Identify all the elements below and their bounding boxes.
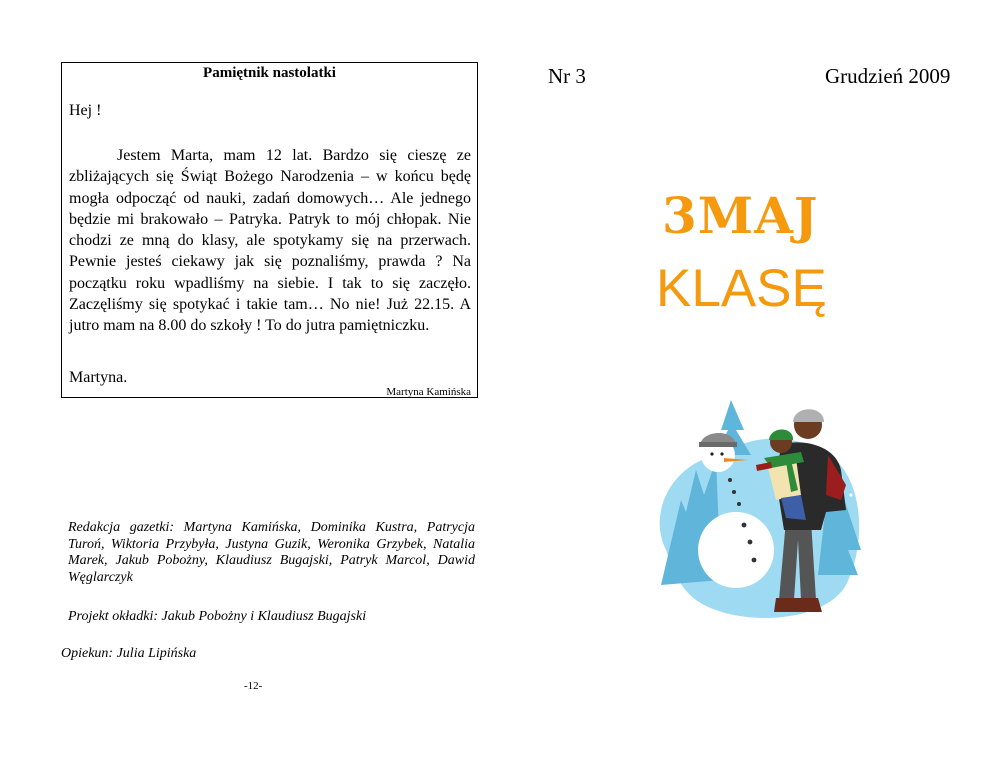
snowman-body: [698, 512, 774, 588]
diary-box: [61, 62, 478, 398]
page-number: -12-: [244, 680, 263, 692]
editors-credits: Redakcja gazetki: Martyna Kamińska, Dominika Kustra, Patrycja Turoń, Wiktoria Przybyła, Justyna Guzik, Weronika Grzybek, Natalia Marek, Jakub Pobożny, Klaudiusz Bugajski, Patryk Marcol, Dawid Węglarczyk: [68, 520, 475, 585]
logo-title-top: 3MAJ: [662, 186, 819, 245]
snowman-family-clipart-icon: [636, 400, 868, 630]
adult-boots: [774, 598, 822, 612]
diary-title: Pamiętnik nastolatki: [203, 65, 336, 81]
adult-hat: [793, 409, 824, 422]
child-hat: [769, 430, 793, 441]
issue-date: Grudzień 2009: [825, 64, 951, 88]
supervisor-credits: Opiekun: Julia Lipińska: [61, 646, 197, 661]
diary-greeting: Hej !: [69, 102, 102, 119]
diary-author: Martyna Kamińska: [386, 386, 471, 398]
diary-body: Jestem Marta, mam 12 lat. Bardzo się cieszę ze zbliżających się Świąt Bożego Narodzenia – w końcu będę mogła odpocząć od nauki, zadań domowych… Ale jednego będzie mi brakowało – Patryka. Patryk to mój chłopak. Nie chodzi ze mną do klasy, ale spotykamy się na przerwach. Pewnie jesteś ciekawy jak się poznaliśmy, prawda ? Na początku roku wpadliśmy na siebie. I tak to się zaczęło. Zaczęliśmy się spotykać i takie tam… No nie! Już 22.15. A jutro mam na 8.00 do szkoły ! To do jutra pamiętniczku.: [69, 147, 471, 335]
cover-project-credits: Projekt okładki: Jakub Pobożny i Klaudiusz Bugajski: [68, 609, 367, 624]
issue-number: Nr 3: [548, 64, 586, 88]
logo-title-bottom: KLASĘ: [656, 259, 827, 318]
diary-sign-off: Martyna.: [69, 369, 128, 386]
